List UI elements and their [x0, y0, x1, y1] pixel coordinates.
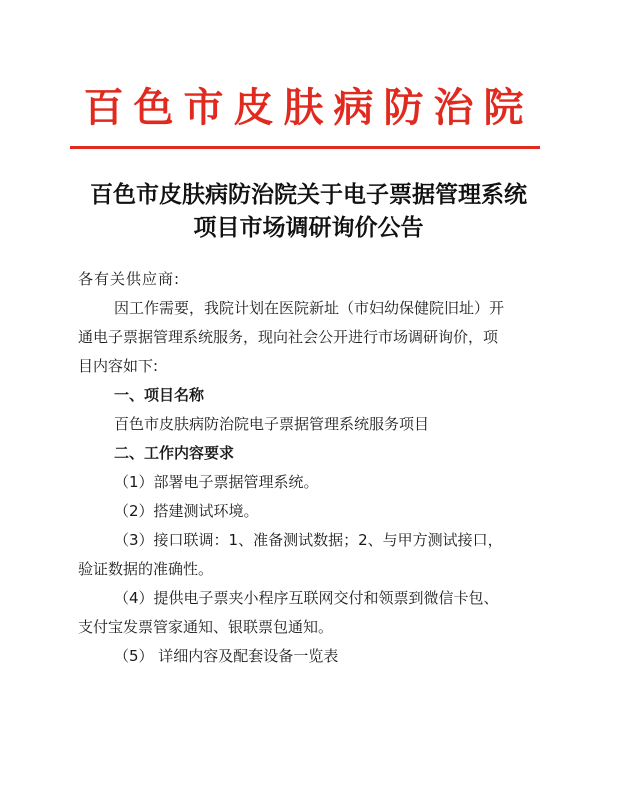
title-line-1: 百色市皮肤病防治院关于电子票据管理系统 — [90, 181, 527, 208]
section-1-content: 百色市皮肤病防治院电子票据管理系统服务项目 — [114, 415, 430, 433]
requirement-item-5: （5） 详细内容及配套设备一览表 — [114, 647, 339, 665]
requirement-item-3-line-2: 验证数据的准确性。 — [78, 560, 214, 578]
intro-line-3: 目内容如下: — [78, 357, 159, 375]
section-2-heading: 二、工作内容要求 — [114, 444, 235, 462]
title-line-2: 项目市场调研询价公告 — [193, 214, 424, 241]
document-title — [0, 178, 617, 244]
document-body — [78, 265, 548, 671]
requirement-item-4-line-2: 支付宝发票管家通知、银联票包通知。 — [78, 618, 334, 636]
header-divider — [70, 146, 540, 149]
intro-line-2: 通电子票据管理系统服务，现向社会公开进行市场调研询价，项 — [78, 328, 499, 346]
organization-header: 百色市皮肤病防治院 — [83, 84, 534, 131]
salutation: 各有关供应商: — [78, 270, 181, 288]
requirement-item-1: （1）部署电子票据管理系统。 — [114, 473, 319, 491]
intro-line-1: 因工作需要，我院计划在医院新址（市妇幼保健院旧址）开 — [114, 299, 505, 317]
requirement-item-4-line-1: （4）提供电子票夹小程序互联网交付和领票到微信卡包、 — [114, 589, 499, 607]
requirement-item-3-line-1: （3）接口联调：1、准备测试数据；2、与甲方测试接口， — [114, 531, 503, 549]
requirement-item-2: （2）搭建测试环境。 — [114, 502, 259, 520]
section-1-heading: 一、项目名称 — [114, 386, 205, 404]
